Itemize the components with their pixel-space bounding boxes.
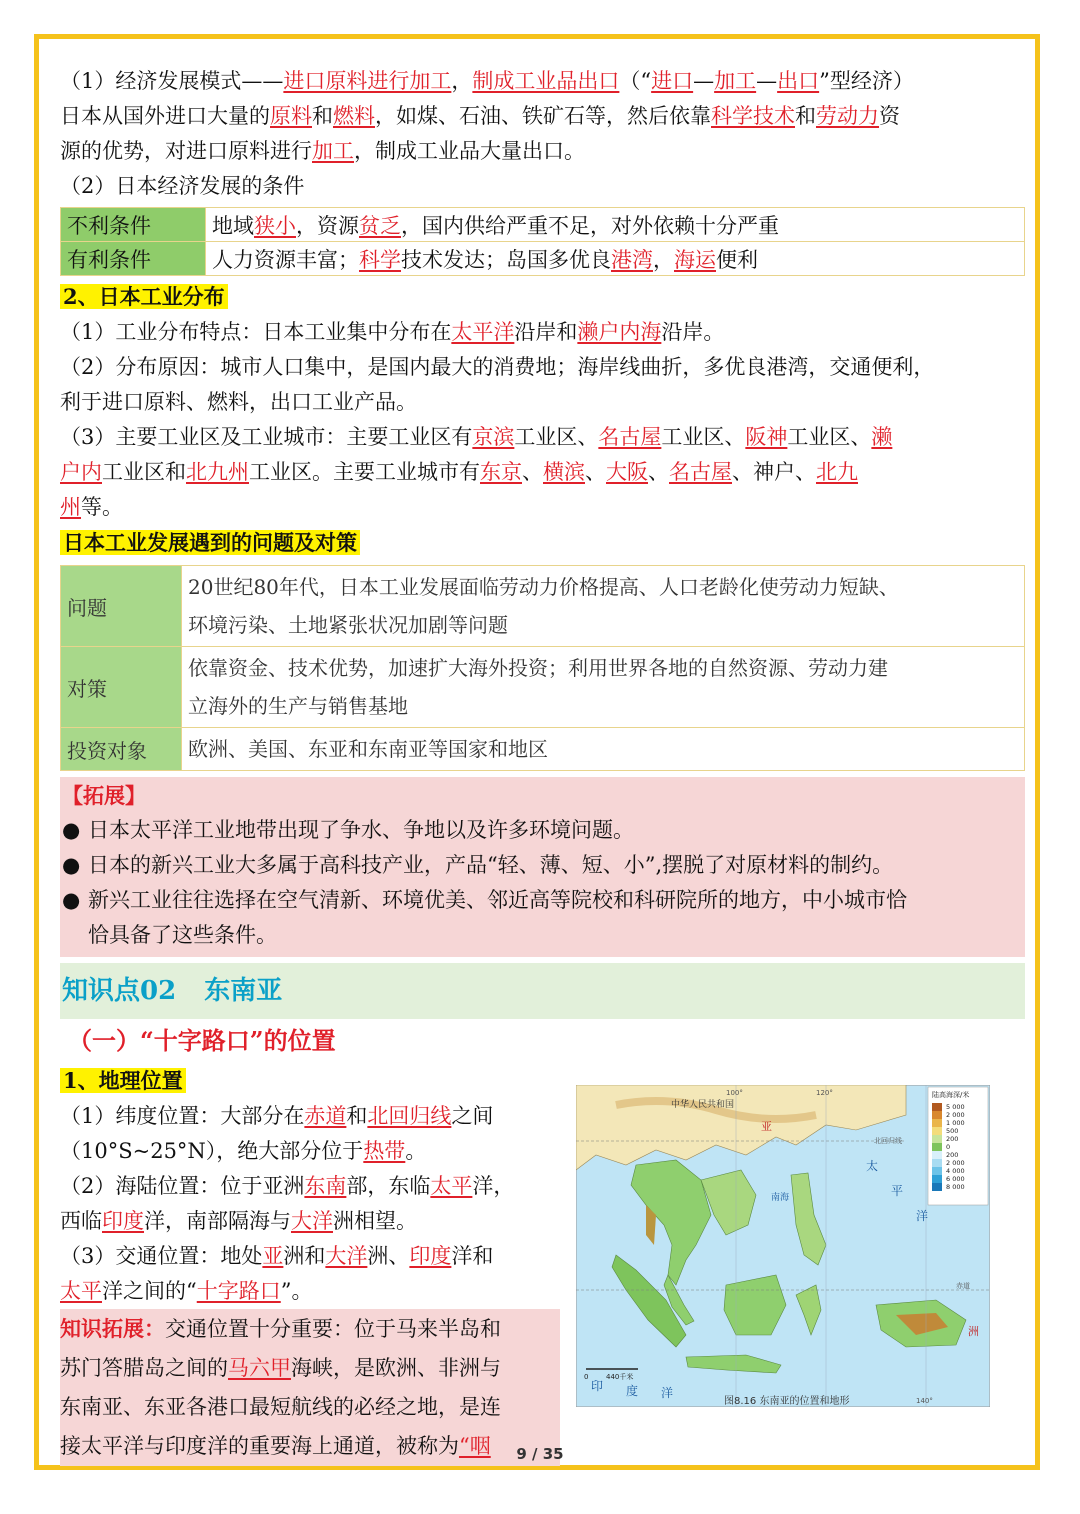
map-lon-label: 140°	[916, 1397, 933, 1405]
problem-label: 问题	[61, 566, 182, 647]
knowledge-extension-box: 知识拓展：交通位置十分重要：位于马来半岛和 苏门答腊岛之间的马六甲海峡，是欧洲、非洲与 东南亚、东亚各港口最短航线的必经之地，是连 接太平洋与印度洋的重要海上通道，被称为“咽	[60, 1309, 560, 1466]
industry-text-line: （2）分布原因：城市人口集中，是国内最大的消费地；海岸线曲折，多优良港湾，交通便利，	[60, 355, 935, 379]
table-row	[61, 728, 1025, 771]
svg-text:0: 0	[946, 1143, 951, 1151]
map-label: 洋	[661, 1386, 674, 1400]
investment-text: 欧洲、美国、东亚和东南亚等国家和地区	[182, 728, 1025, 771]
economy-text-line: 源的优势，对进口原料进行加工，制成工业品大量出口。	[60, 139, 585, 163]
map-label: 印	[591, 1379, 604, 1393]
map-label: 度	[626, 1384, 639, 1398]
svg-text:0: 0	[584, 1373, 589, 1381]
conditions-heading: （2）日本经济发展的条件	[60, 174, 305, 198]
list-item: ● 日本的新兴工业大多属于高科技产业，产品“轻、薄、短、小”,摆脱了对原材料的制约。	[62, 848, 1023, 883]
svg-text:1 000: 1 000	[946, 1119, 965, 1127]
svg-text:200: 200	[946, 1135, 959, 1143]
svg-text:2 000: 2 000	[946, 1111, 965, 1119]
southeast-asia-map	[576, 1085, 990, 1407]
conditions-table	[60, 207, 1025, 276]
table-row	[61, 242, 1025, 276]
map-lon-label: 120°	[816, 1089, 833, 1097]
svg-text:2 000: 2 000	[946, 1159, 965, 1167]
extension-title: 【拓展】	[62, 783, 146, 808]
bullet-icon: ●	[62, 818, 81, 842]
map-label: 太	[866, 1159, 879, 1173]
economy-mode-line: （1）经济发展模式——进口原料进行加工，制成工业品出口（“进口—加工—出口”型经济）	[60, 69, 914, 93]
list-item: ● 新兴工业往往选择在空气清新、环境优美、邻近高等院校和科研院所的地方，中小城市恰	[62, 883, 1023, 918]
industry-text-line: 户内工业区和北九州工业区。主要工业城市有东京、横滨、大阪、名古屋、神户、北九	[60, 460, 858, 484]
economy-text-line: 日本从国外进口大量的原料和燃料，如煤、石油、铁矿石等，然后依靠科学技术和劳动力资	[60, 104, 900, 128]
map-country-label: 中华人民共和国	[671, 1100, 735, 1110]
industry-text-line: 州等。	[60, 495, 123, 519]
measures-label: 对策	[61, 647, 182, 728]
unfavorable-label: 不利条件	[61, 208, 206, 242]
industry-text-line: （3）主要工业区及工业城市：主要工业区有京滨工业区、名古屋工业区、阪神工业区、濑	[60, 425, 893, 449]
extension-box	[60, 777, 1025, 957]
industry-distribution-heading: 2、日本工业分布	[60, 279, 1025, 315]
map-caption: 图8.16 东南亚的位置和地形	[724, 1396, 850, 1407]
industry-text-line: 利于进口原料、燃料，出口工业产品。	[60, 390, 417, 414]
map-label: 洋	[916, 1209, 929, 1223]
industry-text-line: （1）工业分布特点：日本工业集中分布在太平洋沿岸和濑户内海沿岸。	[60, 320, 725, 344]
location-text: （1）纬度位置：大部分在赤道和北回归线之间 （10°S~25°N），绝大部分位于热带。 （2）海陆位置：位于亚洲东南部，东临太平洋， 西临印度洋，南部隔海与大洋洲相望。 （3）交通位置：地处亚洲和大洋洲、印度洋和 太平洋之间的“十字路口”。 知识拓展：交通位置十分重要：位于马来半岛和 苏门答腊岛之间的马六甲海峡，是欧洲、非洲与 东南亚、东亚各港口最短航线的必经之地，是连 接太平洋与印度洋的重要海上通道，被称为“咽	[60, 1099, 560, 1466]
map-legend	[928, 1087, 988, 1205]
unfavorable-text: 地域狭小，资源贫乏，国内供给严重不足，对外依赖十分严重	[206, 208, 1025, 242]
table-row	[61, 647, 1025, 728]
table-row	[61, 566, 1025, 647]
list-item-continuation: 恰具备了这些条件。	[88, 923, 277, 947]
bullet-icon: ●	[62, 888, 81, 912]
problems-table	[60, 565, 1025, 771]
measures-text: 依靠资金、技术优势，加速扩大海外投资；利用世界各地的自然资源、劳动力建 立海外的生产与销售基地	[182, 647, 1025, 728]
map-label: 亚	[761, 1120, 772, 1133]
investment-label: 投资对象	[61, 728, 182, 771]
problems-heading: 日本工业发展遇到的问题及对策	[60, 525, 1025, 561]
page-number: 9 / 35	[516, 1445, 564, 1463]
svg-text:5 000: 5 000	[946, 1103, 965, 1111]
svg-text:8 000: 8 000	[946, 1183, 965, 1191]
map-place-label: 南海	[771, 1193, 790, 1203]
problem-text: 20世纪80年代，日本工业发展面临劳动力价格提高、人口老龄化使劳动力短缺、 环境污染、土地紧张状况加剧等问题	[182, 566, 1025, 647]
map-lon-label: 100°	[726, 1089, 743, 1097]
map-place-label: 北回归线	[874, 1137, 902, 1145]
knowledge-point-banner: 知识点02 东南亚	[60, 963, 1025, 1019]
map-place-label: 赤道	[956, 1282, 970, 1290]
crossroads-subtitle: （一）“十字路口”的位置	[68, 1026, 336, 1055]
table-row	[61, 208, 1025, 242]
geo-location-heading: 1、地理位置	[60, 1063, 1025, 1099]
map-label: 平	[891, 1184, 904, 1198]
favorable-label: 有利条件	[61, 242, 206, 276]
svg-text:440千米: 440千米	[606, 1373, 634, 1381]
bullet-icon: ●	[62, 853, 81, 877]
favorable-text: 人力资源丰富；科学技术发达；岛国多优良港湾，海运便利	[206, 242, 1025, 276]
svg-text:4 000: 4 000	[946, 1167, 965, 1175]
map-label: 洲	[968, 1325, 979, 1338]
list-item: ● 日本太平洋工业地带出现了争水、争地以及许多环境问题。	[62, 813, 1023, 848]
svg-text:500: 500	[946, 1127, 959, 1135]
svg-text:陆高海深/米: 陆高海深/米	[932, 1091, 970, 1099]
svg-text:6 000: 6 000	[946, 1175, 965, 1183]
svg-text:200: 200	[946, 1151, 959, 1159]
